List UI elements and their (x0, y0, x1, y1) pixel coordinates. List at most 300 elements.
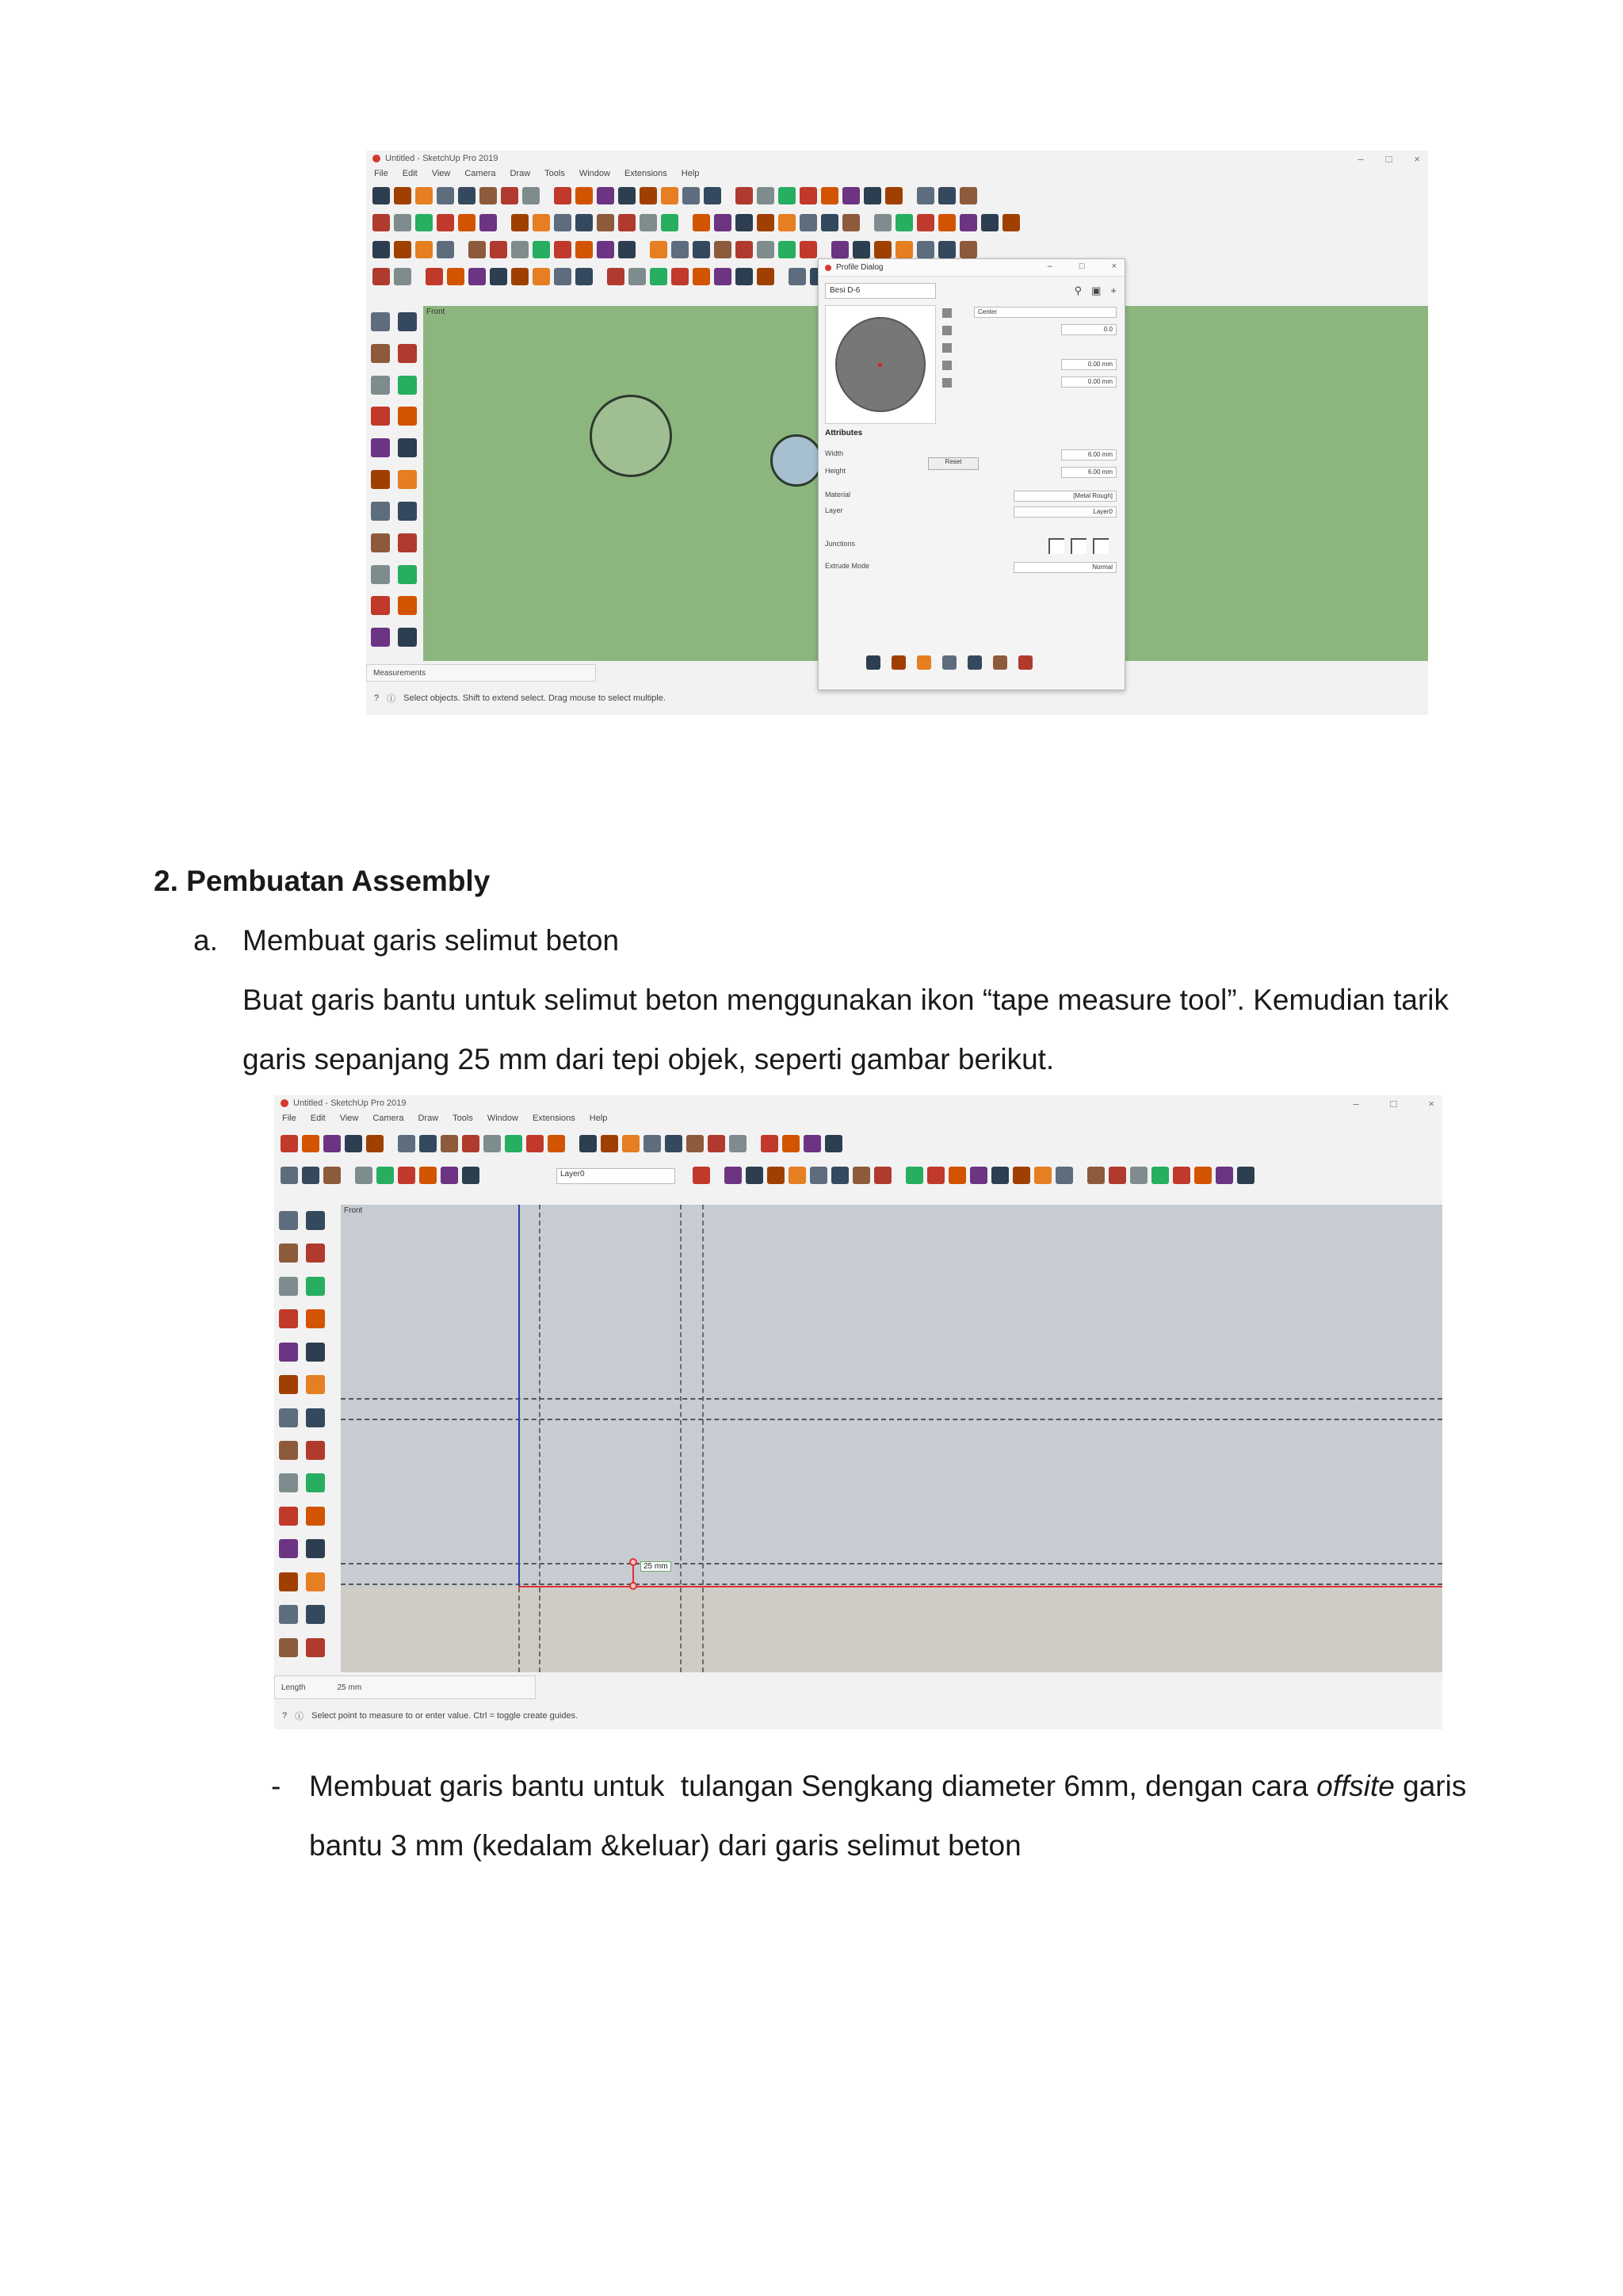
tool-icon[interactable] (281, 1167, 298, 1184)
tool-icon[interactable] (735, 268, 753, 285)
tool-icon[interactable] (372, 268, 390, 285)
sub-item-heading: Membuat garis selimut beton (242, 924, 620, 957)
tool-icon[interactable] (917, 187, 934, 204)
tool-icon[interactable] (842, 187, 860, 204)
tool-icon[interactable] (279, 1441, 298, 1460)
layer-label: Layer (825, 506, 843, 514)
tool-icon[interactable] (372, 214, 390, 231)
guide-line-h3[interactable] (341, 1563, 1442, 1564)
tool-icon[interactable] (757, 241, 774, 258)
tool-icon[interactable] (398, 565, 417, 584)
tool-icon[interactable] (306, 1572, 325, 1591)
sketchup-screenshot-profile (366, 151, 1428, 715)
tool-icon[interactable] (306, 1605, 325, 1624)
maximize-icon[interactable]: □ (1390, 1097, 1397, 1110)
tool-icon[interactable] (306, 1441, 325, 1460)
tool-icon[interactable] (533, 268, 550, 285)
info-icon[interactable]: ⓘ (295, 1712, 304, 1721)
tool-icon[interactable] (279, 1309, 298, 1328)
tool-icon[interactable] (479, 187, 497, 204)
tool-icon[interactable] (1018, 655, 1033, 670)
tool-icon[interactable] (960, 187, 977, 204)
tool-icon[interactable] (842, 214, 860, 231)
tool-icon[interactable] (468, 241, 486, 258)
tool-icon[interactable] (693, 268, 710, 285)
tool-icon[interactable] (800, 187, 817, 204)
tool-icon[interactable] (735, 187, 753, 204)
tool-icon[interactable] (896, 241, 913, 258)
tool-icon[interactable] (522, 187, 540, 204)
reset-button[interactable]: Reset (928, 457, 979, 470)
tool-icon[interactable] (554, 268, 571, 285)
tool-icon[interactable] (628, 268, 646, 285)
tool-icon[interactable] (970, 1167, 987, 1184)
tool-icon[interactable] (981, 214, 999, 231)
tool-icon[interactable] (661, 187, 678, 204)
junction-option-1[interactable] (1048, 538, 1064, 554)
tool-icon[interactable] (789, 268, 806, 285)
tool-icon[interactable] (281, 1135, 298, 1152)
profile-name-field[interactable]: Besi D-6 (825, 283, 936, 299)
tool-icon[interactable] (394, 214, 411, 231)
tool-icon[interactable] (458, 187, 475, 204)
menu-window[interactable]: Window (487, 1114, 518, 1123)
dialog-minimize-icon[interactable]: – (1047, 262, 1052, 271)
tool-icon[interactable] (761, 1135, 778, 1152)
tape-measure-tooltip: 25 mm (640, 1561, 671, 1572)
tool-icon[interactable] (575, 214, 593, 231)
tool-icon[interactable] (729, 1135, 747, 1152)
tool-icon[interactable] (693, 214, 710, 231)
tool-icon[interactable] (511, 214, 529, 231)
tool-icon[interactable] (462, 1135, 479, 1152)
tool-icon[interactable] (853, 1167, 870, 1184)
tool-icon[interactable] (419, 1167, 437, 1184)
tool-icon[interactable] (306, 1277, 325, 1296)
tool-icon[interactable] (960, 241, 977, 258)
tool-icon[interactable] (874, 214, 892, 231)
minimize-icon[interactable]: – (1353, 1097, 1359, 1110)
tool-icon[interactable] (279, 1277, 298, 1296)
tool-icon[interactable] (991, 1167, 1009, 1184)
tool-icon[interactable] (394, 241, 411, 258)
bullet-line-1-text: Membuat garis bantu untuk tulangan Sengkang diameter 6mm, dengan cara (309, 1770, 1317, 1802)
tool-icon[interactable] (419, 1135, 437, 1152)
tool-icon[interactable] (426, 268, 443, 285)
tool-icon[interactable] (810, 1167, 827, 1184)
tool-icon[interactable] (682, 187, 700, 204)
tool-icon[interactable] (874, 1167, 892, 1184)
tool-icon[interactable] (896, 214, 913, 231)
tool-icon[interactable] (804, 1135, 821, 1152)
tool-icon[interactable] (618, 187, 636, 204)
tool-icon[interactable] (618, 214, 636, 231)
tool-icon[interactable] (458, 214, 475, 231)
width-field[interactable]: 6.00 mm (1061, 449, 1117, 460)
tool-icon[interactable] (714, 241, 731, 258)
tool-icon[interactable] (671, 268, 689, 285)
tool-icon[interactable] (949, 1167, 966, 1184)
tool-icon[interactable] (398, 407, 417, 426)
menu-draw[interactable]: Draw (510, 169, 531, 178)
tool-icon[interactable] (874, 241, 892, 258)
tool-icon[interactable] (892, 655, 906, 670)
menu-file[interactable]: File (374, 169, 388, 178)
menu-file[interactable]: File (282, 1114, 296, 1123)
tool-icon[interactable] (782, 1135, 800, 1152)
tool-icon[interactable] (597, 241, 614, 258)
tool-icon[interactable] (1087, 1167, 1105, 1184)
tool-icon[interactable] (398, 376, 417, 395)
tool-icon[interactable] (279, 1408, 298, 1427)
tool-icon[interactable] (554, 187, 571, 204)
tool-icon[interactable] (398, 1135, 415, 1152)
tool-icon[interactable] (650, 268, 667, 285)
tool-icon[interactable] (757, 214, 774, 231)
tool-icon[interactable] (533, 241, 550, 258)
tool-icon[interactable] (371, 565, 390, 584)
ground-plane (341, 1587, 1442, 1672)
guide-line-v2[interactable] (539, 1205, 540, 1672)
tool-icon[interactable] (415, 241, 433, 258)
tool-icon[interactable] (708, 1135, 725, 1152)
junction-option-2[interactable] (1071, 538, 1086, 554)
tool-icon[interactable] (671, 241, 689, 258)
tool-icon[interactable] (279, 1638, 298, 1657)
tool-icon[interactable] (306, 1507, 325, 1526)
menu-draw[interactable]: Draw (418, 1114, 439, 1123)
tool-icon[interactable] (306, 1638, 325, 1657)
layer-select[interactable]: Layer0 (1014, 506, 1117, 518)
menu-tools[interactable]: Tools (544, 169, 565, 178)
tool-icon[interactable] (661, 214, 678, 231)
tool-icon[interactable] (279, 1539, 298, 1558)
tool-icon[interactable] (398, 596, 417, 615)
minimize-icon[interactable]: – (1358, 152, 1364, 165)
tool-icon[interactable] (1237, 1167, 1254, 1184)
help-icon[interactable]: ? (374, 693, 380, 703)
tool-icon[interactable] (831, 241, 849, 258)
tool-icon[interactable] (345, 1135, 362, 1152)
tool-icon[interactable] (302, 1167, 319, 1184)
tool-icon[interactable] (601, 1135, 618, 1152)
menu-help[interactable]: Help (589, 1114, 608, 1123)
tool-icon[interactable] (825, 1135, 842, 1152)
tool-icon[interactable] (437, 241, 454, 258)
tool-icon[interactable] (968, 655, 982, 670)
menu-edit[interactable]: Edit (402, 169, 418, 178)
tool-icon[interactable] (866, 655, 880, 670)
tool-icon[interactable] (279, 1572, 298, 1591)
tool-icon[interactable] (789, 1167, 806, 1184)
info-icon[interactable]: ⓘ (387, 694, 396, 704)
tool-icon[interactable] (665, 1135, 682, 1152)
tool-icon[interactable] (279, 1473, 298, 1492)
extrude-select[interactable]: Normal (1014, 562, 1117, 573)
tool-icon[interactable] (279, 1507, 298, 1526)
tool-icon[interactable] (724, 1167, 742, 1184)
tool-icon[interactable] (917, 655, 931, 670)
tool-icon[interactable] (597, 214, 614, 231)
tool-icon[interactable] (618, 241, 636, 258)
tool-icon[interactable] (302, 1135, 319, 1152)
tool-icon[interactable] (371, 502, 390, 521)
tool-icon[interactable] (371, 344, 390, 363)
tool-icon[interactable] (735, 214, 753, 231)
tool-icon[interactable] (714, 268, 731, 285)
tool-icon[interactable] (960, 214, 977, 231)
tool-icon[interactable] (938, 214, 956, 231)
tool-icon[interactable] (735, 241, 753, 258)
guide-line-h1[interactable] (341, 1398, 1442, 1400)
tool-icon[interactable] (704, 187, 721, 204)
tool-icon[interactable] (864, 187, 881, 204)
tool-icon[interactable] (927, 1167, 945, 1184)
tool-icon[interactable] (757, 268, 774, 285)
circle-large[interactable] (590, 395, 672, 477)
tool-icon[interactable] (575, 268, 593, 285)
tool-icon[interactable] (831, 1167, 849, 1184)
menu-edit[interactable]: Edit (310, 1114, 326, 1123)
tool-icon[interactable] (800, 241, 817, 258)
window-title: Untitled - SketchUp Pro 2019 (385, 154, 498, 163)
tool-icon[interactable] (579, 1135, 597, 1152)
view-label: Front (344, 1206, 363, 1215)
tool-icon[interactable] (371, 438, 390, 457)
tool-icon[interactable] (575, 241, 593, 258)
tool-icon[interactable] (526, 1135, 544, 1152)
measurements-box[interactable] (274, 1675, 536, 1699)
tool-icon[interactable] (693, 1167, 710, 1184)
tool-icon[interactable] (533, 214, 550, 231)
tool-icon[interactable] (366, 1135, 384, 1152)
tool-icon[interactable] (686, 1135, 704, 1152)
tape-measure-line (632, 1566, 634, 1584)
tool-icon[interactable] (398, 533, 417, 552)
tool-icon[interactable] (501, 187, 518, 204)
guide-line-h2[interactable] (341, 1419, 1442, 1420)
toolbar-row-2 (366, 209, 1428, 236)
tool-icon[interactable] (441, 1135, 458, 1152)
tool-icon[interactable] (640, 214, 657, 231)
tool-icon[interactable] (306, 1375, 325, 1394)
guide-line-h4[interactable] (341, 1584, 1442, 1585)
menu-view[interactable]: View (339, 1114, 359, 1123)
guide-line-v3[interactable] (680, 1205, 682, 1672)
tool-icon[interactable] (394, 268, 411, 285)
tool-icon[interactable] (306, 1343, 325, 1362)
tool-icon[interactable] (607, 268, 624, 285)
search-icon[interactable]: ⚲ (1074, 285, 1083, 296)
tool-icon[interactable] (767, 1167, 785, 1184)
tool-icon[interactable] (885, 187, 903, 204)
tool-icon[interactable] (306, 1309, 325, 1328)
tool-icon[interactable] (1151, 1167, 1169, 1184)
status-text: Select point to measure to or enter value. Ctrl = toggle create guides. (311, 1711, 579, 1721)
tool-icon[interactable] (511, 268, 529, 285)
sketchup-logo-icon (372, 155, 380, 162)
layer-select[interactable]: Layer0 (556, 1168, 675, 1184)
guide-line-v4[interactable] (702, 1205, 704, 1672)
tool-icon[interactable] (279, 1343, 298, 1362)
tool-icon[interactable] (398, 1167, 415, 1184)
length-value[interactable]: 25 mm (337, 1683, 362, 1692)
tool-icon[interactable] (415, 187, 433, 204)
tool-icon[interactable] (372, 187, 390, 204)
window-controls (1353, 1095, 1434, 1111)
tool-icon[interactable] (279, 1605, 298, 1624)
tool-icon[interactable] (821, 187, 838, 204)
offset-y-row (942, 376, 957, 389)
tool-icon[interactable] (505, 1135, 522, 1152)
tool-icon[interactable] (355, 1167, 372, 1184)
alignment-select[interactable]: Center (974, 307, 1117, 318)
tool-icon[interactable] (548, 1135, 565, 1152)
maximize-icon[interactable]: □ (1385, 152, 1392, 165)
tool-icon[interactable] (306, 1473, 325, 1492)
tool-icon[interactable] (554, 214, 571, 231)
tool-icon[interactable] (394, 187, 411, 204)
tool-icon[interactable] (371, 376, 390, 395)
tool-icon[interactable] (746, 1167, 763, 1184)
menu-view[interactable]: View (431, 169, 451, 178)
tool-icon[interactable] (993, 655, 1007, 670)
bullet-marker: - (271, 1770, 281, 1802)
help-icon[interactable]: ? (282, 1711, 288, 1721)
circle-small[interactable] (770, 434, 823, 487)
tool-icon[interactable] (714, 214, 731, 231)
tool-icon[interactable] (650, 241, 667, 258)
offset-y-icon (942, 378, 952, 388)
tool-icon[interactable] (415, 214, 433, 231)
tool-icon[interactable] (483, 1135, 501, 1152)
tool-icon[interactable] (757, 187, 774, 204)
tool-icon[interactable] (306, 1539, 325, 1558)
tool-icon[interactable] (640, 187, 657, 204)
tool-icon[interactable] (938, 187, 956, 204)
tool-icon[interactable] (800, 214, 817, 231)
tool-icon[interactable] (821, 214, 838, 231)
dialog-close-icon[interactable]: × (1111, 262, 1117, 271)
tool-icon[interactable] (1173, 1167, 1190, 1184)
tool-icon[interactable] (279, 1211, 298, 1230)
tool-icon[interactable] (371, 470, 390, 489)
tool-icon[interactable] (279, 1375, 298, 1394)
tool-icon[interactable] (1109, 1167, 1126, 1184)
bullet-line-1-italic: offsite (1316, 1770, 1395, 1802)
offset-x-field[interactable]: 0.00 mm (1061, 359, 1117, 370)
tool-icon[interactable] (441, 1167, 458, 1184)
paragraph-line-1: Buat garis bantu untuk selimut beton menggunakan ikon “tape measure tool”. Kemudian tarik (242, 984, 1449, 1016)
tool-icon[interactable] (778, 187, 796, 204)
tool-icon[interactable] (853, 241, 870, 258)
tool-icon[interactable] (376, 1167, 394, 1184)
tool-icon[interactable] (371, 596, 390, 615)
tool-icon[interactable] (778, 241, 796, 258)
tool-icon[interactable] (479, 214, 497, 231)
tool-icon[interactable] (447, 268, 464, 285)
tool-icon[interactable] (398, 628, 417, 647)
material-select[interactable]: [Metal Rough] (1014, 491, 1117, 502)
tool-icon[interactable] (306, 1244, 325, 1263)
tool-icon[interactable] (906, 1167, 923, 1184)
tool-icon[interactable] (917, 241, 934, 258)
tool-icon[interactable] (371, 407, 390, 426)
measurements-box[interactable] (366, 664, 596, 682)
height-field[interactable]: 6.00 mm (1061, 467, 1117, 478)
tool-icon[interactable] (398, 344, 417, 363)
tool-icon[interactable] (462, 1167, 479, 1184)
menu-extensions[interactable]: Extensions (532, 1114, 575, 1123)
tool-icon[interactable] (490, 241, 507, 258)
tool-icon[interactable] (398, 502, 417, 521)
tool-icon[interactable] (306, 1211, 325, 1230)
tool-icon[interactable] (371, 533, 390, 552)
tool-icon[interactable] (597, 187, 614, 204)
tool-icon[interactable] (1013, 1167, 1030, 1184)
tool-icon[interactable] (490, 268, 507, 285)
tool-icon[interactable] (1216, 1167, 1233, 1184)
save-icon[interactable]: ▣ (1091, 285, 1102, 296)
tool-icon[interactable] (778, 214, 796, 231)
close-icon[interactable]: × (1428, 1097, 1434, 1110)
menu-window[interactable]: Window (579, 169, 610, 178)
tool-icon[interactable] (511, 241, 529, 258)
dialog-bottom-tools (866, 655, 1033, 670)
tool-icon[interactable] (942, 655, 957, 670)
tool-icon[interactable] (1130, 1167, 1148, 1184)
menu-camera[interactable]: Camera (372, 1114, 404, 1123)
junction-option-3[interactable] (1093, 538, 1109, 554)
tool-icon[interactable] (693, 241, 710, 258)
tool-icon[interactable] (917, 214, 934, 231)
tool-icon[interactable] (1056, 1167, 1073, 1184)
dialog-maximize-icon[interactable]: □ (1079, 262, 1085, 271)
toolbar-separator (750, 1135, 757, 1152)
tool-icon[interactable] (371, 628, 390, 647)
tool-icon[interactable] (372, 241, 390, 258)
offset-y-field[interactable]: 0.00 mm (1061, 376, 1117, 388)
tool-icon[interactable] (306, 1408, 325, 1427)
tool-icon[interactable] (437, 214, 454, 231)
menu-help[interactable]: Help (681, 169, 700, 178)
tool-icon[interactable] (437, 187, 454, 204)
tool-icon[interactable] (622, 1135, 640, 1152)
tool-icon[interactable] (398, 470, 417, 489)
add-icon[interactable]: + (1110, 285, 1117, 296)
close-icon[interactable]: × (1414, 152, 1420, 165)
tool-icon[interactable] (468, 268, 486, 285)
menu-tools[interactable]: Tools (453, 1114, 473, 1123)
tool-icon[interactable] (371, 312, 390, 331)
menu-camera[interactable]: Camera (464, 169, 496, 178)
tool-icon[interactable] (575, 187, 593, 204)
tool-icon[interactable] (279, 1244, 298, 1263)
tool-icon[interactable] (398, 438, 417, 457)
menu-extensions[interactable]: Extensions (624, 169, 667, 178)
tool-icon[interactable] (323, 1135, 341, 1152)
tool-icon[interactable] (323, 1167, 341, 1184)
tool-icon[interactable] (938, 241, 956, 258)
tool-icon[interactable] (398, 312, 417, 331)
tool-icon[interactable] (1194, 1167, 1212, 1184)
tool-icon[interactable] (1002, 214, 1020, 231)
rotation-field[interactable]: 0.0 (1061, 324, 1117, 335)
drawing-viewport[interactable] (341, 1205, 1442, 1672)
tool-icon[interactable] (643, 1135, 661, 1152)
tool-icon[interactable] (554, 241, 571, 258)
tool-icon[interactable] (1034, 1167, 1052, 1184)
